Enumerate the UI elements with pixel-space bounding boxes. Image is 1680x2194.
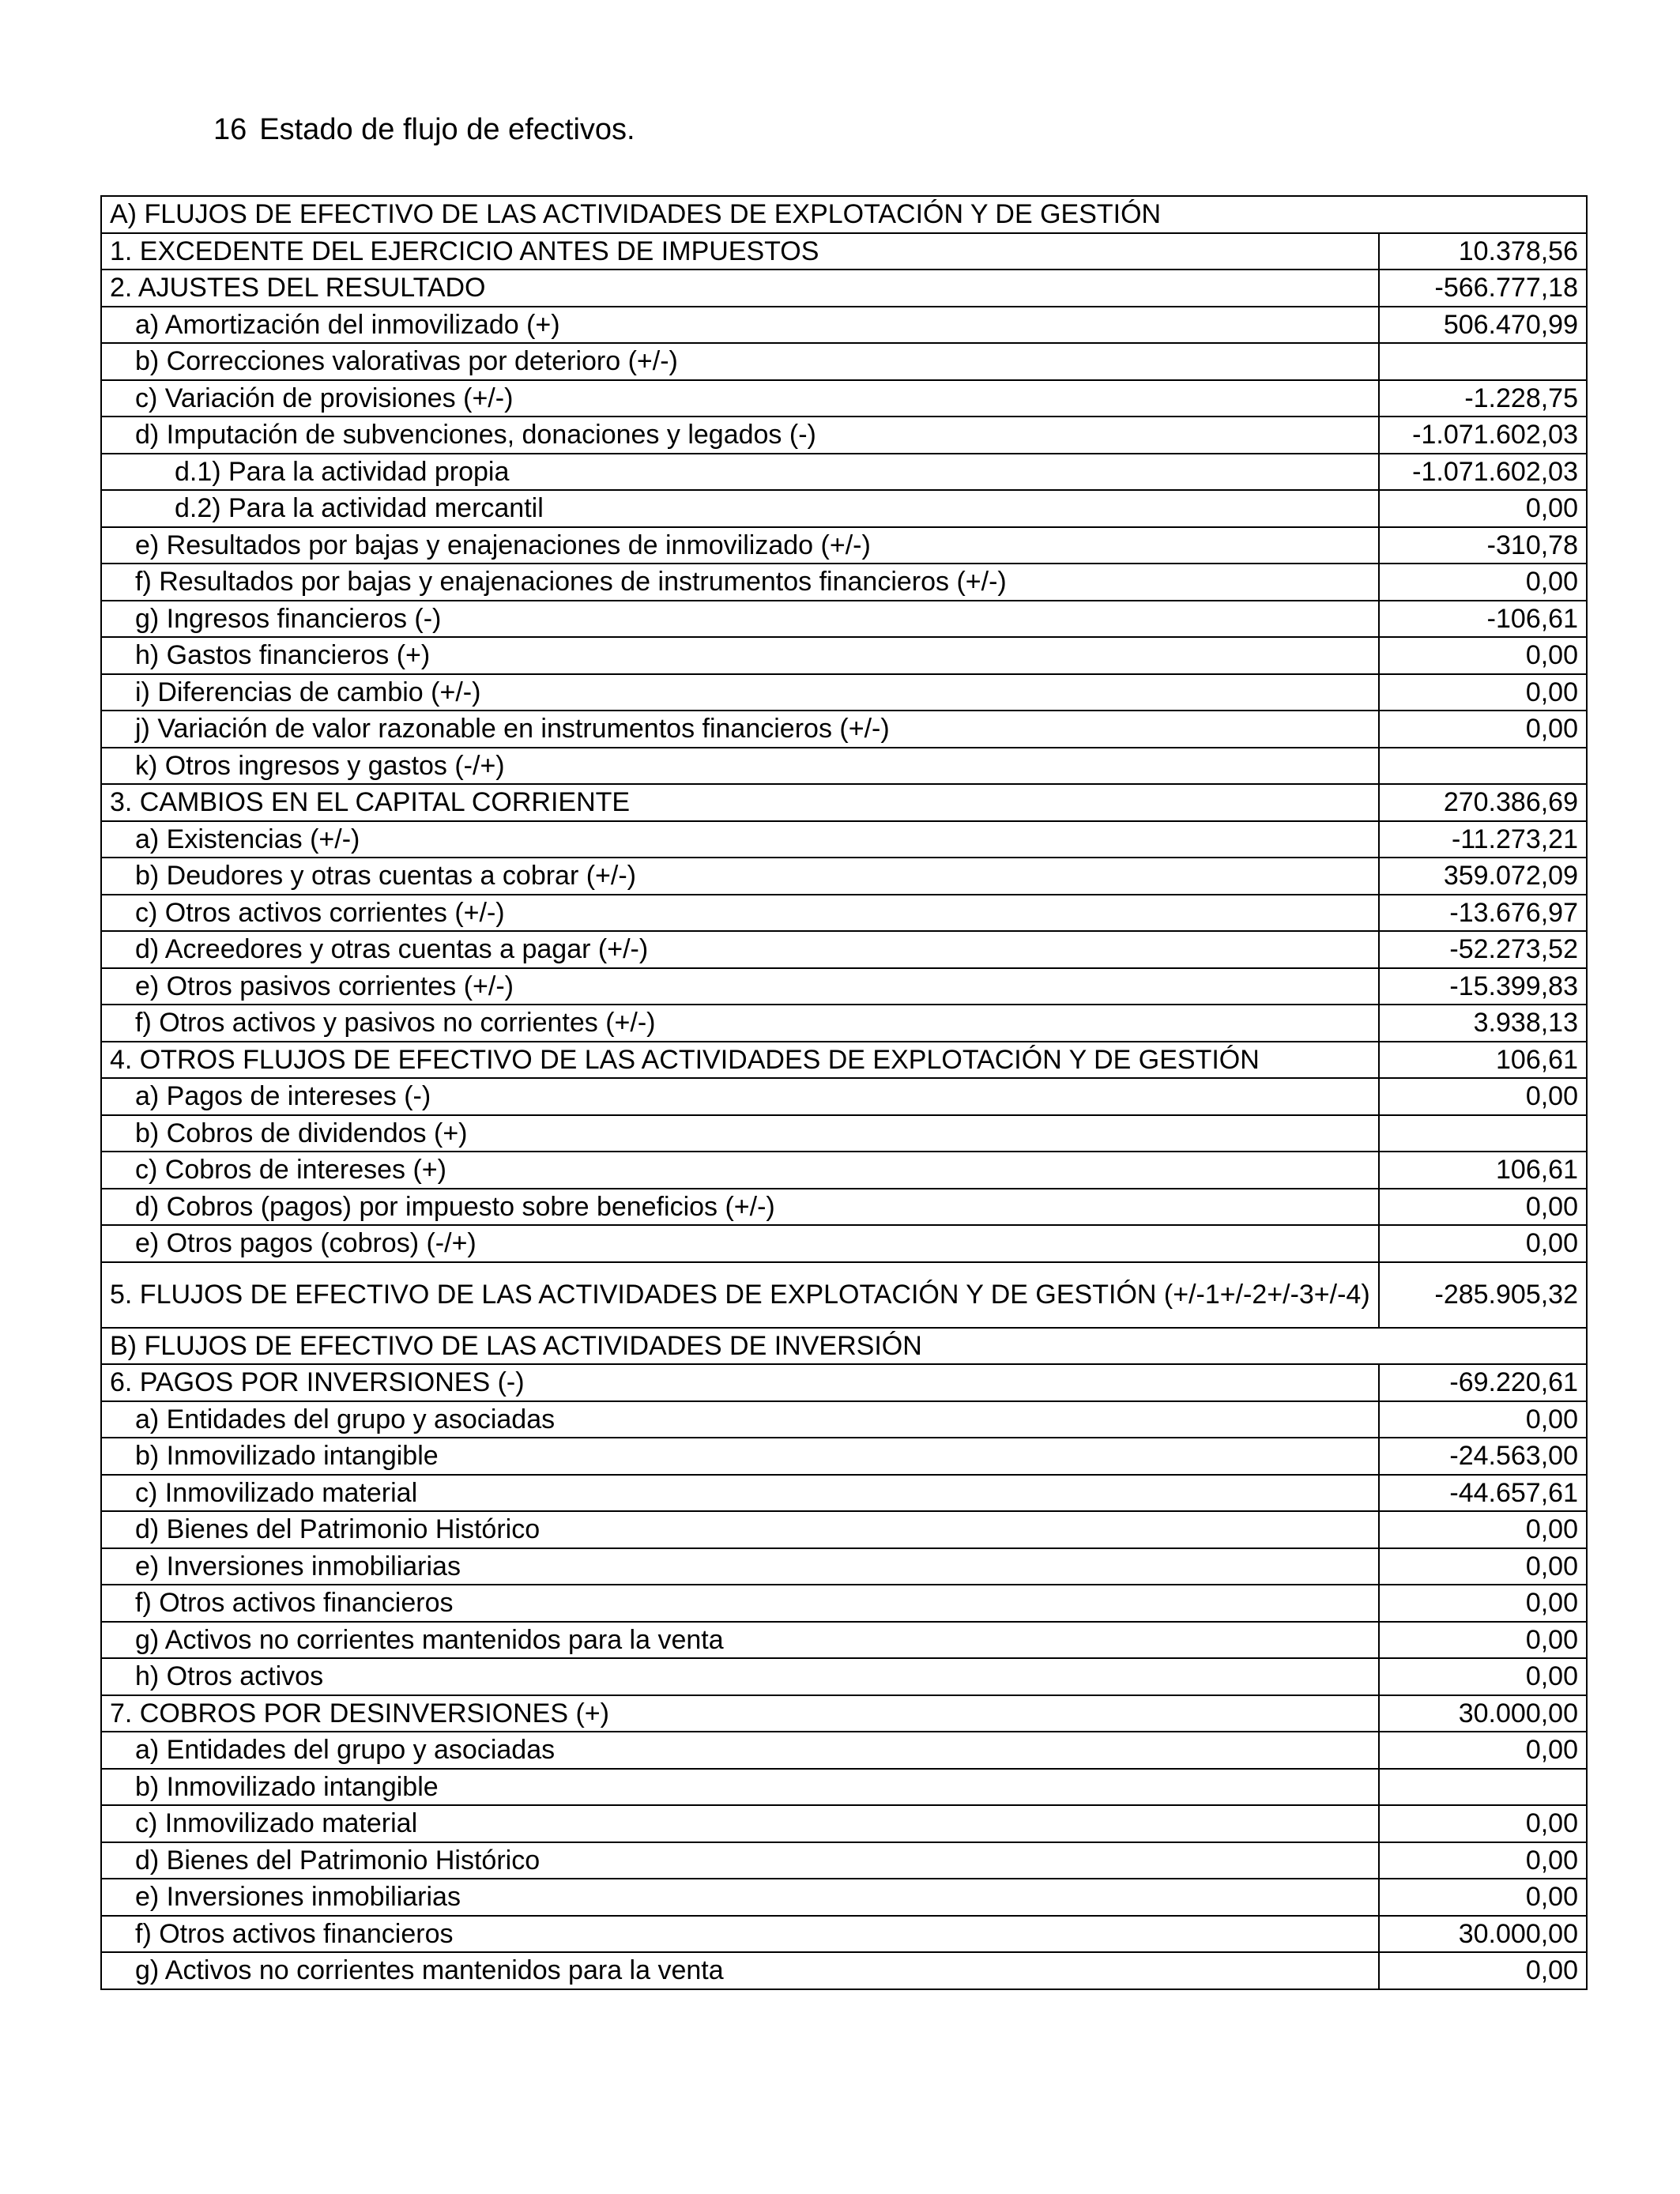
row-value: 0,00 bbox=[1379, 1585, 1587, 1622]
table-row bbox=[101, 1115, 1587, 1152]
row-label: a) Entidades del grupo y asociadas bbox=[101, 1732, 1379, 1769]
table-row bbox=[101, 1658, 1587, 1695]
row-label: a) Pagos de intereses (-) bbox=[101, 1078, 1379, 1115]
row-label: b) Inmovilizado intangible bbox=[101, 1769, 1379, 1806]
row-value: 0,00 bbox=[1379, 637, 1587, 674]
row-label: h) Gastos financieros (+) bbox=[101, 637, 1379, 674]
table-row bbox=[101, 417, 1587, 454]
table-row bbox=[101, 454, 1587, 491]
table-row bbox=[101, 527, 1587, 564]
row-label: c) Cobros de intereses (+) bbox=[101, 1152, 1379, 1189]
row-value bbox=[1379, 1769, 1587, 1806]
row-value: -13.676,97 bbox=[1379, 895, 1587, 932]
row-label: c) Inmovilizado material bbox=[101, 1475, 1379, 1512]
row-value: 506.470,99 bbox=[1379, 307, 1587, 344]
row-value: 0,00 bbox=[1379, 1732, 1587, 1769]
row-value: 0,00 bbox=[1379, 1879, 1587, 1916]
row-value: -24.563,00 bbox=[1379, 1438, 1587, 1475]
row-label: d) Bienes del Patrimonio Histórico bbox=[101, 1842, 1379, 1879]
row-value: 0,00 bbox=[1379, 1805, 1587, 1842]
section-header-label: A) FLUJOS DE EFECTIVO DE LAS ACTIVIDADES DE EXPLOTACIÓN Y DE GESTIÓN bbox=[101, 196, 1587, 233]
row-label: f) Otros activos financieros bbox=[101, 1916, 1379, 1953]
row-value: 0,00 bbox=[1379, 711, 1587, 748]
row-value: -566.777,18 bbox=[1379, 270, 1587, 307]
table-row bbox=[101, 1511, 1587, 1548]
row-label: e) Otros pasivos corrientes (+/-) bbox=[101, 968, 1379, 1005]
row-label: g) Activos no corrientes mantenidos para la venta bbox=[101, 1952, 1379, 1989]
table-row bbox=[101, 1732, 1587, 1769]
table-row bbox=[101, 343, 1587, 380]
row-value: 30.000,00 bbox=[1379, 1916, 1587, 1953]
row-label: f) Resultados por bajas y enajenaciones de instrumentos financieros (+/-) bbox=[101, 564, 1379, 601]
row-label: d) Acreedores y otras cuentas a pagar (+/-) bbox=[101, 931, 1379, 968]
section-header-row bbox=[101, 1328, 1587, 1365]
cash-flow-table-body bbox=[101, 196, 1587, 1989]
row-label: g) Ingresos financieros (-) bbox=[101, 601, 1379, 638]
row-value: 270.386,69 bbox=[1379, 784, 1587, 821]
page-title bbox=[213, 111, 635, 149]
section-header-row bbox=[101, 196, 1587, 233]
row-value: -1.071.602,03 bbox=[1379, 417, 1587, 454]
row-label: 1. EXCEDENTE DEL EJERCICIO ANTES DE IMPUESTOS bbox=[101, 233, 1379, 270]
row-value: 0,00 bbox=[1379, 1511, 1587, 1548]
row-value: -1.071.602,03 bbox=[1379, 454, 1587, 491]
table-row bbox=[101, 1078, 1587, 1115]
row-value: 0,00 bbox=[1379, 1842, 1587, 1879]
row-value: 0,00 bbox=[1379, 1189, 1587, 1226]
table-row bbox=[101, 270, 1587, 307]
row-value: 359.072,09 bbox=[1379, 858, 1587, 895]
row-label: d) Imputación de subvenciones, donaciones y legados (-) bbox=[101, 417, 1379, 454]
row-label: c) Variación de provisiones (+/-) bbox=[101, 380, 1379, 417]
table-row bbox=[101, 564, 1587, 601]
row-label: f) Otros activos y pasivos no corrientes (+/-) bbox=[101, 1005, 1379, 1042]
table-row bbox=[101, 784, 1587, 821]
table-row bbox=[101, 601, 1587, 638]
row-value: 0,00 bbox=[1379, 1952, 1587, 1989]
row-label: d.2) Para la actividad mercantil bbox=[101, 490, 1379, 527]
row-value: -106,61 bbox=[1379, 601, 1587, 638]
row-value: 106,61 bbox=[1379, 1152, 1587, 1189]
table-row bbox=[101, 307, 1587, 344]
row-label: a) Entidades del grupo y asociadas bbox=[101, 1401, 1379, 1438]
table-row bbox=[101, 858, 1587, 895]
row-label: d) Cobros (pagos) por impuesto sobre beneficios (+/-) bbox=[101, 1189, 1379, 1226]
row-label: 4. OTROS FLUJOS DE EFECTIVO DE LAS ACTIVIDADES DE EXPLOTACIÓN Y DE GESTIÓN bbox=[101, 1042, 1379, 1079]
table-row bbox=[101, 380, 1587, 417]
table-row bbox=[101, 1005, 1587, 1042]
row-value: -310,78 bbox=[1379, 527, 1587, 564]
table-row bbox=[101, 711, 1587, 748]
row-label: e) Inversiones inmobiliarias bbox=[101, 1548, 1379, 1585]
section-number: 16 bbox=[213, 113, 247, 146]
table-row bbox=[101, 1262, 1587, 1328]
row-value: 0,00 bbox=[1379, 1078, 1587, 1115]
row-label: 2. AJUSTES DEL RESULTADO bbox=[101, 270, 1379, 307]
table-row bbox=[101, 674, 1587, 711]
table-row bbox=[101, 1916, 1587, 1953]
table-row bbox=[101, 1769, 1587, 1806]
row-label: 3. CAMBIOS EN EL CAPITAL CORRIENTE bbox=[101, 784, 1379, 821]
row-label: e) Inversiones inmobiliarias bbox=[101, 1879, 1379, 1916]
row-value: 0,00 bbox=[1379, 1622, 1587, 1659]
table-row bbox=[101, 1585, 1587, 1622]
table-row bbox=[101, 1805, 1587, 1842]
row-label: h) Otros activos bbox=[101, 1658, 1379, 1695]
row-label: e) Otros pagos (cobros) (-/+) bbox=[101, 1225, 1379, 1262]
section-title: Estado de flujo de efectivos. bbox=[259, 113, 635, 146]
row-value bbox=[1379, 343, 1587, 380]
row-value: 10.378,56 bbox=[1379, 233, 1587, 270]
row-value: 0,00 bbox=[1379, 1658, 1587, 1695]
table-row bbox=[101, 637, 1587, 674]
row-label: c) Otros activos corrientes (+/-) bbox=[101, 895, 1379, 932]
row-label: i) Diferencias de cambio (+/-) bbox=[101, 674, 1379, 711]
row-value: 30.000,00 bbox=[1379, 1695, 1587, 1732]
table-row bbox=[101, 1401, 1587, 1438]
row-label: b) Cobros de dividendos (+) bbox=[101, 1115, 1379, 1152]
table-row bbox=[101, 1622, 1587, 1659]
row-value: 0,00 bbox=[1379, 490, 1587, 527]
row-label: 7. COBROS POR DESINVERSIONES (+) bbox=[101, 1695, 1379, 1732]
table-row bbox=[101, 1438, 1587, 1475]
row-value bbox=[1379, 748, 1587, 785]
row-label: 6. PAGOS POR INVERSIONES (-) bbox=[101, 1364, 1379, 1401]
table-row bbox=[101, 821, 1587, 858]
table-row bbox=[101, 1364, 1587, 1401]
row-value: -52.273,52 bbox=[1379, 931, 1587, 968]
row-label: b) Correcciones valorativas por deterioro (+/-) bbox=[101, 343, 1379, 380]
table-row bbox=[101, 1879, 1587, 1916]
row-label: g) Activos no corrientes mantenidos para la venta bbox=[101, 1622, 1379, 1659]
row-label: k) Otros ingresos y gastos (-/+) bbox=[101, 748, 1379, 785]
table-row bbox=[101, 1548, 1587, 1585]
row-value: -44.657,61 bbox=[1379, 1475, 1587, 1512]
row-label: d.1) Para la actividad propia bbox=[101, 454, 1379, 491]
row-value: 3.938,13 bbox=[1379, 1005, 1587, 1042]
row-value: -69.220,61 bbox=[1379, 1364, 1587, 1401]
table-row bbox=[101, 931, 1587, 968]
cash-flow-table bbox=[100, 195, 1588, 1990]
row-label: j) Variación de valor razonable en instrumentos financieros (+/-) bbox=[101, 711, 1379, 748]
row-value: -15.399,83 bbox=[1379, 968, 1587, 1005]
row-label: 5. FLUJOS DE EFECTIVO DE LAS ACTIVIDADES DE EXPLOTACIÓN Y DE GESTIÓN (+/-1+/-2+/-3+/-4) bbox=[101, 1262, 1379, 1328]
table-row bbox=[101, 748, 1587, 785]
table-row bbox=[101, 1952, 1587, 1989]
row-label: b) Deudores y otras cuentas a cobrar (+/-) bbox=[101, 858, 1379, 895]
row-value: -11.273,21 bbox=[1379, 821, 1587, 858]
row-value: -285.905,32 bbox=[1379, 1262, 1587, 1328]
row-value: 0,00 bbox=[1379, 674, 1587, 711]
row-label: b) Inmovilizado intangible bbox=[101, 1438, 1379, 1475]
table-row bbox=[101, 1695, 1587, 1732]
row-label: d) Bienes del Patrimonio Histórico bbox=[101, 1511, 1379, 1548]
row-label: a) Amortización del inmovilizado (+) bbox=[101, 307, 1379, 344]
row-value: 0,00 bbox=[1379, 1225, 1587, 1262]
row-value bbox=[1379, 1115, 1587, 1152]
row-label: f) Otros activos financieros bbox=[101, 1585, 1379, 1622]
row-value: -1.228,75 bbox=[1379, 380, 1587, 417]
table-row bbox=[101, 1152, 1587, 1189]
row-value: 0,00 bbox=[1379, 1548, 1587, 1585]
table-row bbox=[101, 233, 1587, 270]
table-row bbox=[101, 895, 1587, 932]
row-value: 0,00 bbox=[1379, 564, 1587, 601]
table-row bbox=[101, 1475, 1587, 1512]
table-row bbox=[101, 1042, 1587, 1079]
row-value: 0,00 bbox=[1379, 1401, 1587, 1438]
table-row bbox=[101, 1842, 1587, 1879]
table-row bbox=[101, 490, 1587, 527]
section-header-label: B) FLUJOS DE EFECTIVO DE LAS ACTIVIDADES DE INVERSIÓN bbox=[101, 1328, 1587, 1365]
table-row bbox=[101, 1225, 1587, 1262]
row-label: c) Inmovilizado material bbox=[101, 1805, 1379, 1842]
table-row bbox=[101, 1189, 1587, 1226]
row-label: a) Existencias (+/-) bbox=[101, 821, 1379, 858]
row-value: 106,61 bbox=[1379, 1042, 1587, 1079]
table-row bbox=[101, 968, 1587, 1005]
row-label: e) Resultados por bajas y enajenaciones de inmovilizado (+/-) bbox=[101, 527, 1379, 564]
